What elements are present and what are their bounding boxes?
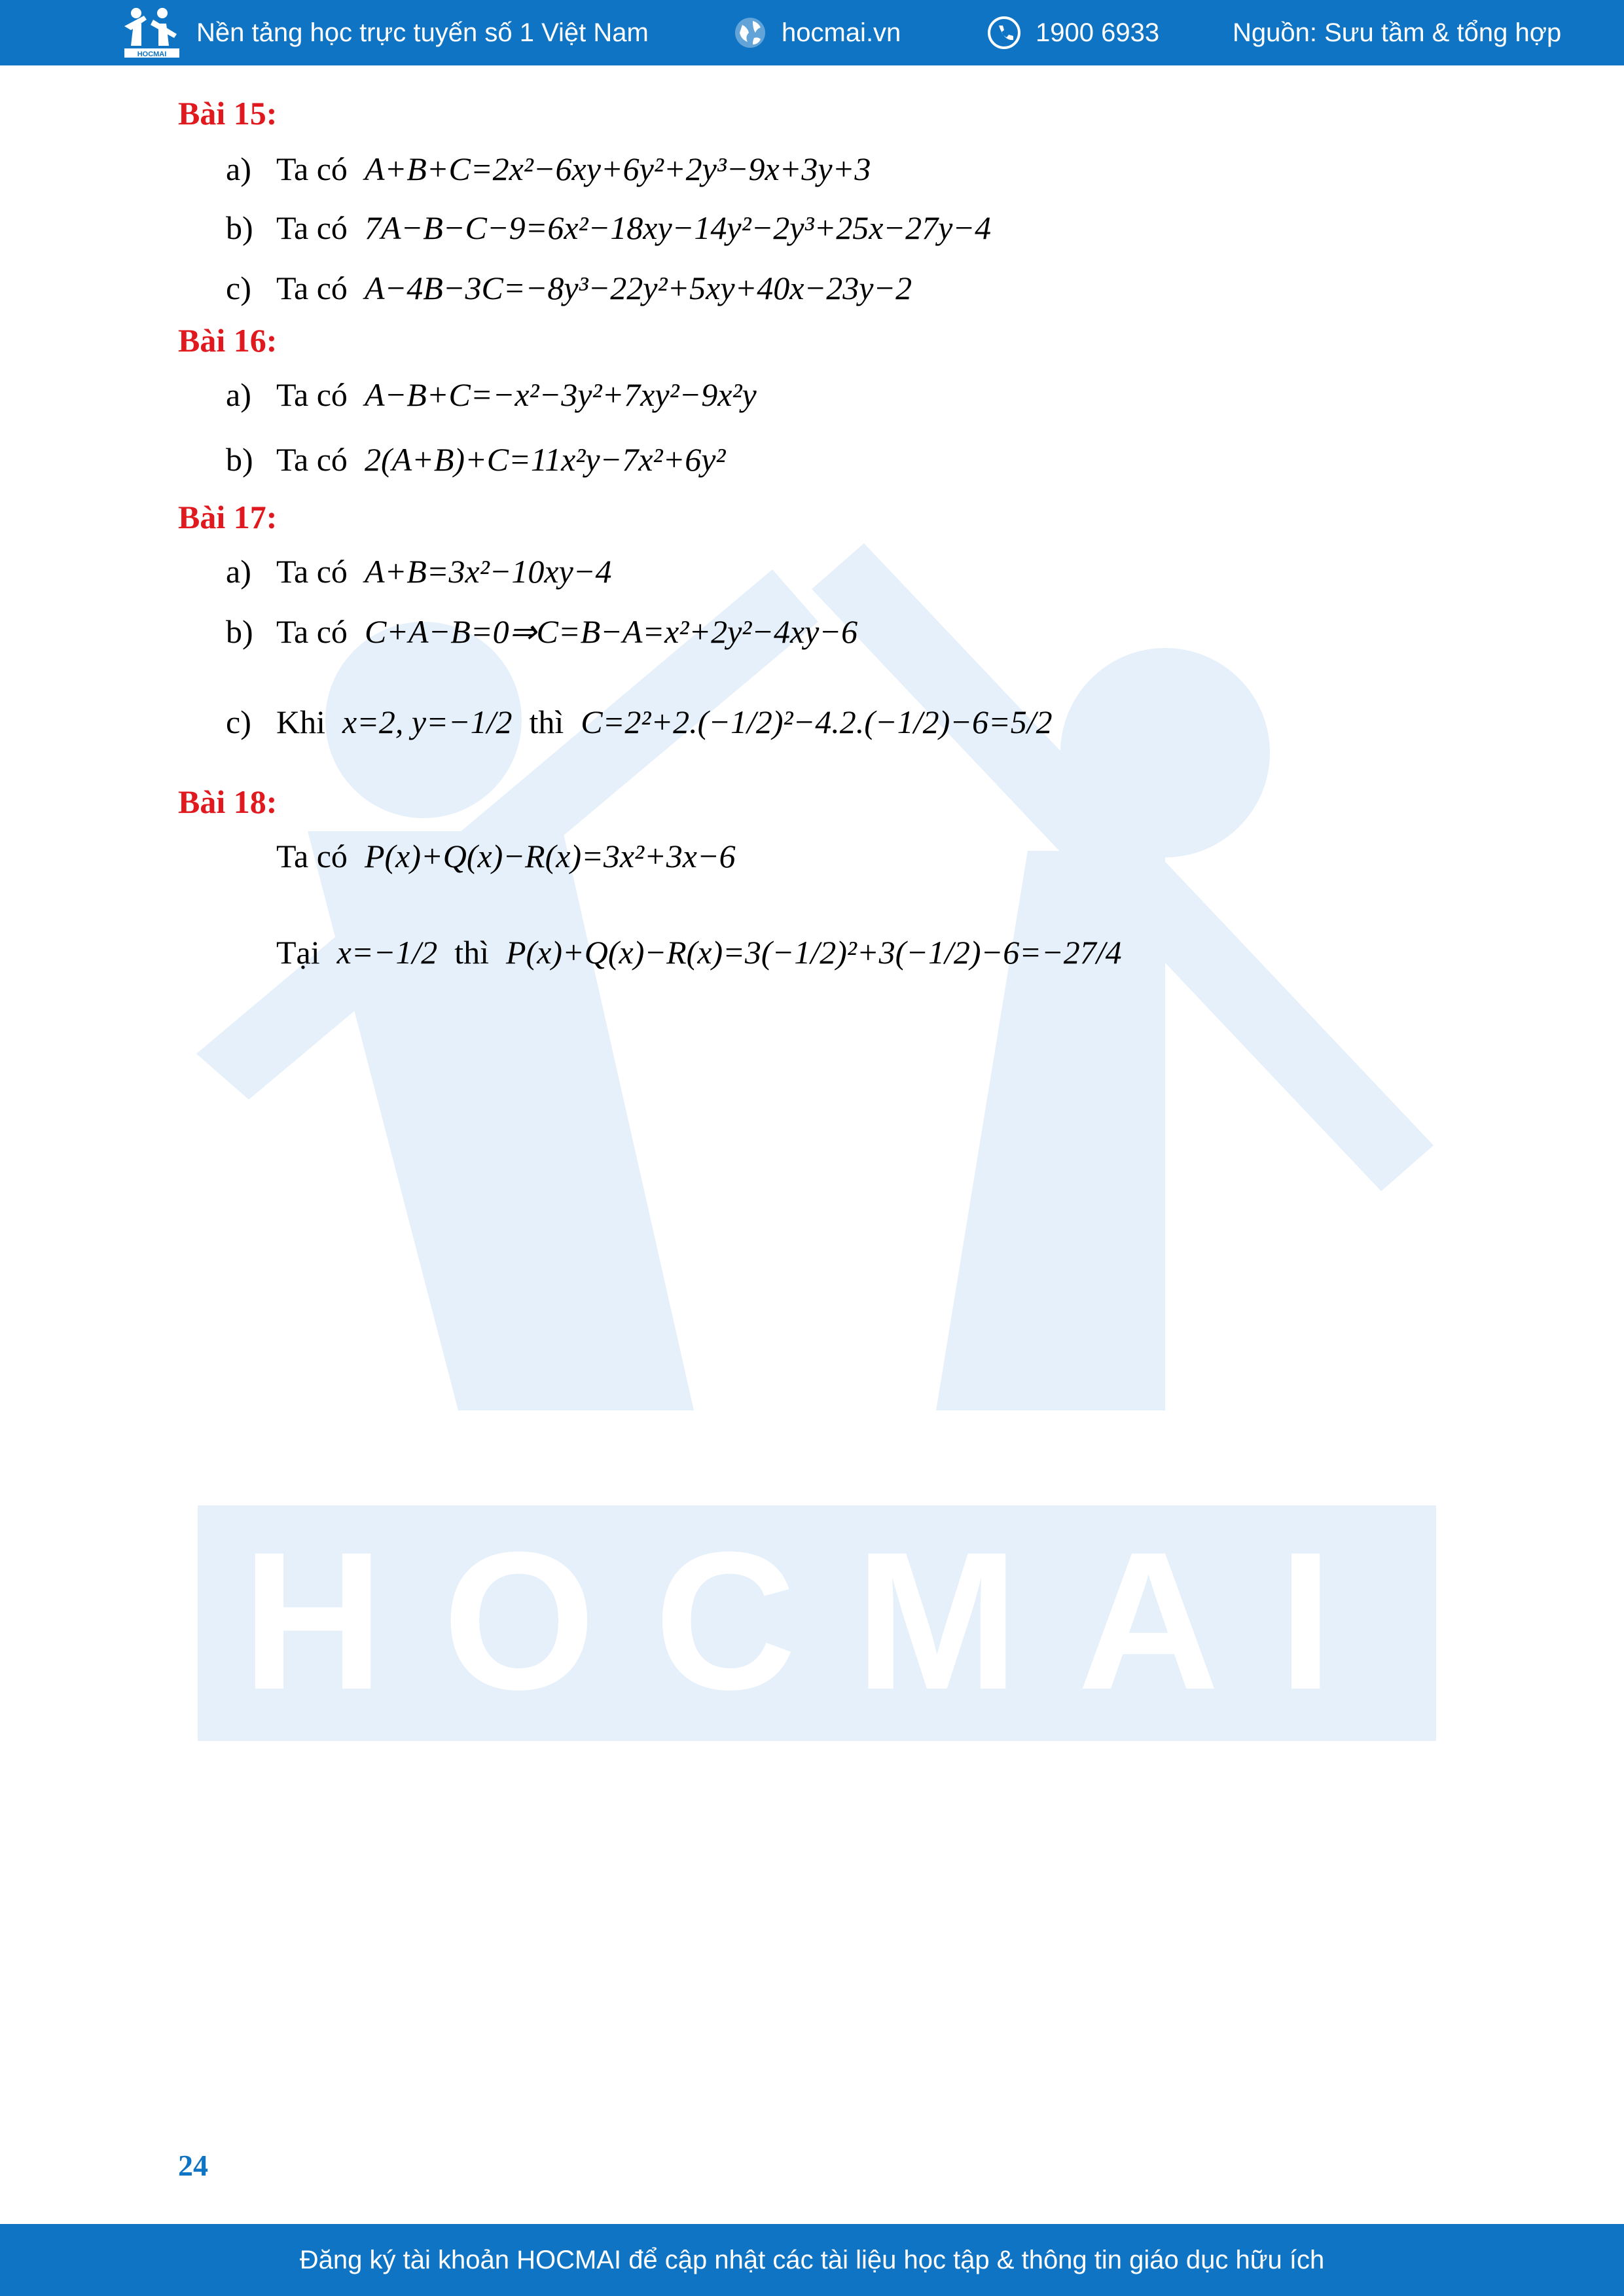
bai-15-b-expr: 7A−B−C−9=6x²−18xy−14y²−2y³+25x−27y−4 — [364, 209, 992, 246]
header-phone: 1900 6933 — [1036, 18, 1160, 47]
bai-18-line-1-expr: P(x)+Q(x)−R(x)=3x²+3x−6 — [364, 838, 736, 874]
footer-text: Đăng ký tài khoản HOCMAI để cập nhật các tài liệu học tập & thông tin giáo dục hữu ích — [299, 2245, 1325, 2274]
bai-18-line-2: Tại x=−1/2 thì P(x)+Q(x)−R(x)=3(−1/2)²+3(−1/2)−6=−27/4 — [276, 934, 1122, 971]
header-source: Nguồn: Sưu tầm & tổng hợp — [1233, 18, 1562, 47]
header-tagline: Nền tảng học trực tuyến số 1 Việt Nam — [196, 18, 649, 47]
bai-16-a-expr: A−B+C=−x²−3y²+7xy²−9x²y — [364, 376, 757, 413]
bai-15-a-expr: A+B+C=2x²−6xy+6y²+2y³−9x+3y+3 — [364, 151, 871, 187]
bai-17-c-condition: x=2, y=−1/2 — [342, 704, 513, 740]
bai-15-c: c) Ta có A−4B−3C=−8y³−22y²+5xy+40x−23y−2 — [226, 270, 912, 306]
bai-18-line-2-condition: x=−1/2 — [336, 934, 438, 971]
bai-18-line-1: Ta có P(x)+Q(x)−R(x)=3x²+3x−6 — [276, 838, 736, 874]
heading-bai-15: Bài 15: — [178, 95, 278, 132]
bai-17-a: a) Ta có A+B=3x²−10xy−4 — [226, 553, 612, 590]
bai-16-b: b) Ta có 2(A+B)+C=11x²y−7x²+6y² — [226, 441, 726, 478]
bai-18-line-2-expr: P(x)+Q(x)−R(x)=3(−1/2)²+3(−1/2)−6=−27/4 — [506, 934, 1122, 971]
bai-17-b-expr: C+A−B=0⇒C=B−A=x²+2y²−4xy−6 — [364, 613, 858, 650]
bai-15-b: b) Ta có 7A−B−C−9=6x²−18xy−14y²−2y³+25x−27y−4 — [226, 209, 992, 246]
header-website: hocmai.vn — [782, 18, 901, 47]
bai-17-b: b) Ta có C+A−B=0⇒C=B−A=x²+2y²−4xy−6 — [226, 613, 858, 650]
svg-text:HOCMAI: HOCMAI — [137, 50, 167, 58]
svg-text:HOCMAI: HOCMAI — [242, 1511, 1392, 1731]
page-number: 24 — [178, 2149, 208, 2182]
bai-16-b-expr: 2(A+B)+C=11x²y−7x²+6y² — [364, 441, 726, 478]
bai-15-a: a) Ta có A+B+C=2x²−6xy+6y²+2y³−9x+3y+3 — [226, 151, 871, 187]
heading-bai-16: Bài 16: — [178, 322, 278, 359]
heading-bai-18: Bài 18: — [178, 783, 278, 820]
bai-17-c: c) Khi x=2, y=−1/2 thì C=2²+2.(−1/2)²−4.2.(−1/2)−6=5/2 — [226, 704, 1053, 740]
bai-17-c-expr: C=2²+2.(−1/2)²−4.2.(−1/2)−6=5/2 — [581, 704, 1053, 740]
bai-17-a-expr: A+B=3x²−10xy−4 — [364, 553, 612, 590]
bai-16-a: a) Ta có A−B+C=−x²−3y²+7xy²−9x²y — [226, 376, 757, 413]
bai-15-c-expr: A−4B−3C=−8y³−22y²+5xy+40x−23y−2 — [364, 270, 912, 306]
heading-bai-17: Bài 17: — [178, 499, 278, 535]
